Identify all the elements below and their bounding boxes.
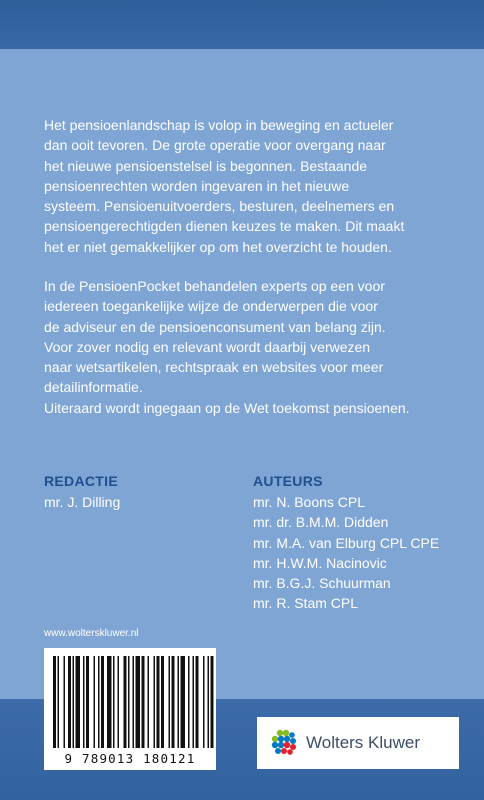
barcode-bar — [64, 656, 66, 748]
description-line: dan ooit tevoren. De grote operatie voor overgang naar — [44, 137, 386, 154]
barcode-bar — [58, 656, 60, 748]
logo-dot — [287, 749, 293, 755]
logo-dot — [290, 738, 296, 744]
auteurs-heading: AUTEURS — [253, 473, 323, 489]
logo-dot — [277, 730, 283, 736]
barcode-bar — [133, 656, 135, 748]
publisher-url[interactable]: www.wolterskluwer.nl — [44, 628, 139, 639]
barcode-bar — [136, 656, 141, 748]
barcode-bar — [86, 656, 89, 748]
description-line: detailinformatie. — [44, 379, 143, 396]
publisher-logo — [257, 717, 459, 769]
barcode-bar — [98, 656, 100, 748]
description-line: In de PensioenPocket behandelen experts op een voor — [44, 278, 385, 294]
description-line: iedereen toegankelijke wijze de onderwerpen die voor — [44, 298, 378, 315]
barcode-bar — [154, 656, 156, 748]
description-line: Voor zover nodig en relevant wordt daarbij verwezen — [44, 338, 371, 355]
barcode-bar — [142, 656, 145, 748]
barcode-bar — [124, 656, 127, 748]
author-name: mr. B.G.J. Schuurman — [253, 575, 391, 592]
logo-dot — [289, 732, 295, 738]
publisher-name: Wolters Kluwer — [306, 733, 420, 752]
barcode-bar — [193, 656, 195, 748]
description-line: naar wetsartikelen, rechtspraak en websites voor meer — [44, 359, 384, 376]
editor-name: mr. J. Dilling — [44, 494, 121, 510]
author-name: mr. H.W.M. Nacinovic — [253, 554, 387, 571]
author-name: mr. M.A. van Elburg CPL CPE — [253, 534, 440, 551]
description-line: pensioenrechten worden ingevaren in het nieuwe — [44, 177, 350, 194]
description-line: Uiteraard wordt ingegaan op de Wet toekomst pensioenen. — [44, 399, 410, 416]
barcode-bar — [118, 656, 120, 748]
auteurs-list — [253, 492, 439, 614]
barcode-bar — [188, 656, 190, 748]
author-name: mr. R. Stam CPL — [253, 595, 359, 612]
logo-dot — [284, 742, 290, 748]
barcode-bar — [107, 656, 112, 748]
top-band — [0, 0, 484, 49]
barcode-bar — [181, 656, 186, 748]
redactie-heading: REDACTIE — [44, 473, 118, 489]
author-name: mr. N. Boons CPL — [253, 494, 366, 510]
barcode-bar — [94, 656, 96, 748]
logo-dot — [272, 736, 278, 742]
barcode-bar — [211, 656, 214, 748]
wolters-kluwer-logo-icon — [271, 729, 299, 757]
isbn-number: 9 789013 180121 — [64, 751, 196, 766]
barcode-bar — [83, 656, 85, 748]
barcode — [44, 648, 216, 770]
redactie-list — [44, 492, 120, 512]
barcode-bar — [169, 656, 171, 748]
barcode-bar — [203, 656, 205, 748]
barcode-bar — [76, 656, 81, 748]
logo-dot — [272, 742, 278, 748]
barcode-bar — [68, 656, 71, 748]
barcode-bar — [208, 656, 210, 748]
description-line: Het pensioenlandschap is volop in beweging en actueler — [44, 117, 394, 133]
description-paragraph-2 — [44, 276, 464, 418]
description-paragraph-1 — [44, 115, 464, 257]
barcode-bar — [53, 656, 56, 748]
logo-dot — [283, 730, 289, 736]
logo-dot — [281, 748, 287, 754]
description-line: de adviseur en de pensioenconsument van belang zijn. — [44, 318, 386, 335]
barcode-bar — [157, 656, 160, 748]
description-line: systeem. Pensioenuitvoerders, besturen, deelnemers en — [44, 198, 395, 215]
logo-dot — [275, 748, 281, 754]
description-line: het nieuwe pensioenstelsel is begonnen. Bestaande — [44, 157, 368, 174]
barcode-bar — [101, 656, 104, 748]
author-name: mr. dr. B.M.M. Didden — [253, 514, 389, 531]
barcode-bar — [113, 656, 115, 748]
logo-dot — [278, 742, 284, 748]
barcode-bar — [196, 656, 199, 748]
logo-dot — [290, 744, 296, 750]
logo-dot — [278, 736, 284, 742]
logo-dot — [284, 736, 290, 742]
barcode-bar — [178, 656, 180, 748]
barcode-bar — [161, 656, 164, 748]
description-line: het er niet gemakkelijker op om het overzicht te houden. — [44, 238, 392, 255]
barcode-bar — [148, 656, 150, 748]
barcode-bar — [73, 656, 75, 748]
barcode-bar — [128, 656, 130, 748]
barcode-bar — [172, 656, 175, 748]
description-line: pensioengerechtigden dienen keuzes te maken. Dit maakt — [44, 218, 405, 235]
